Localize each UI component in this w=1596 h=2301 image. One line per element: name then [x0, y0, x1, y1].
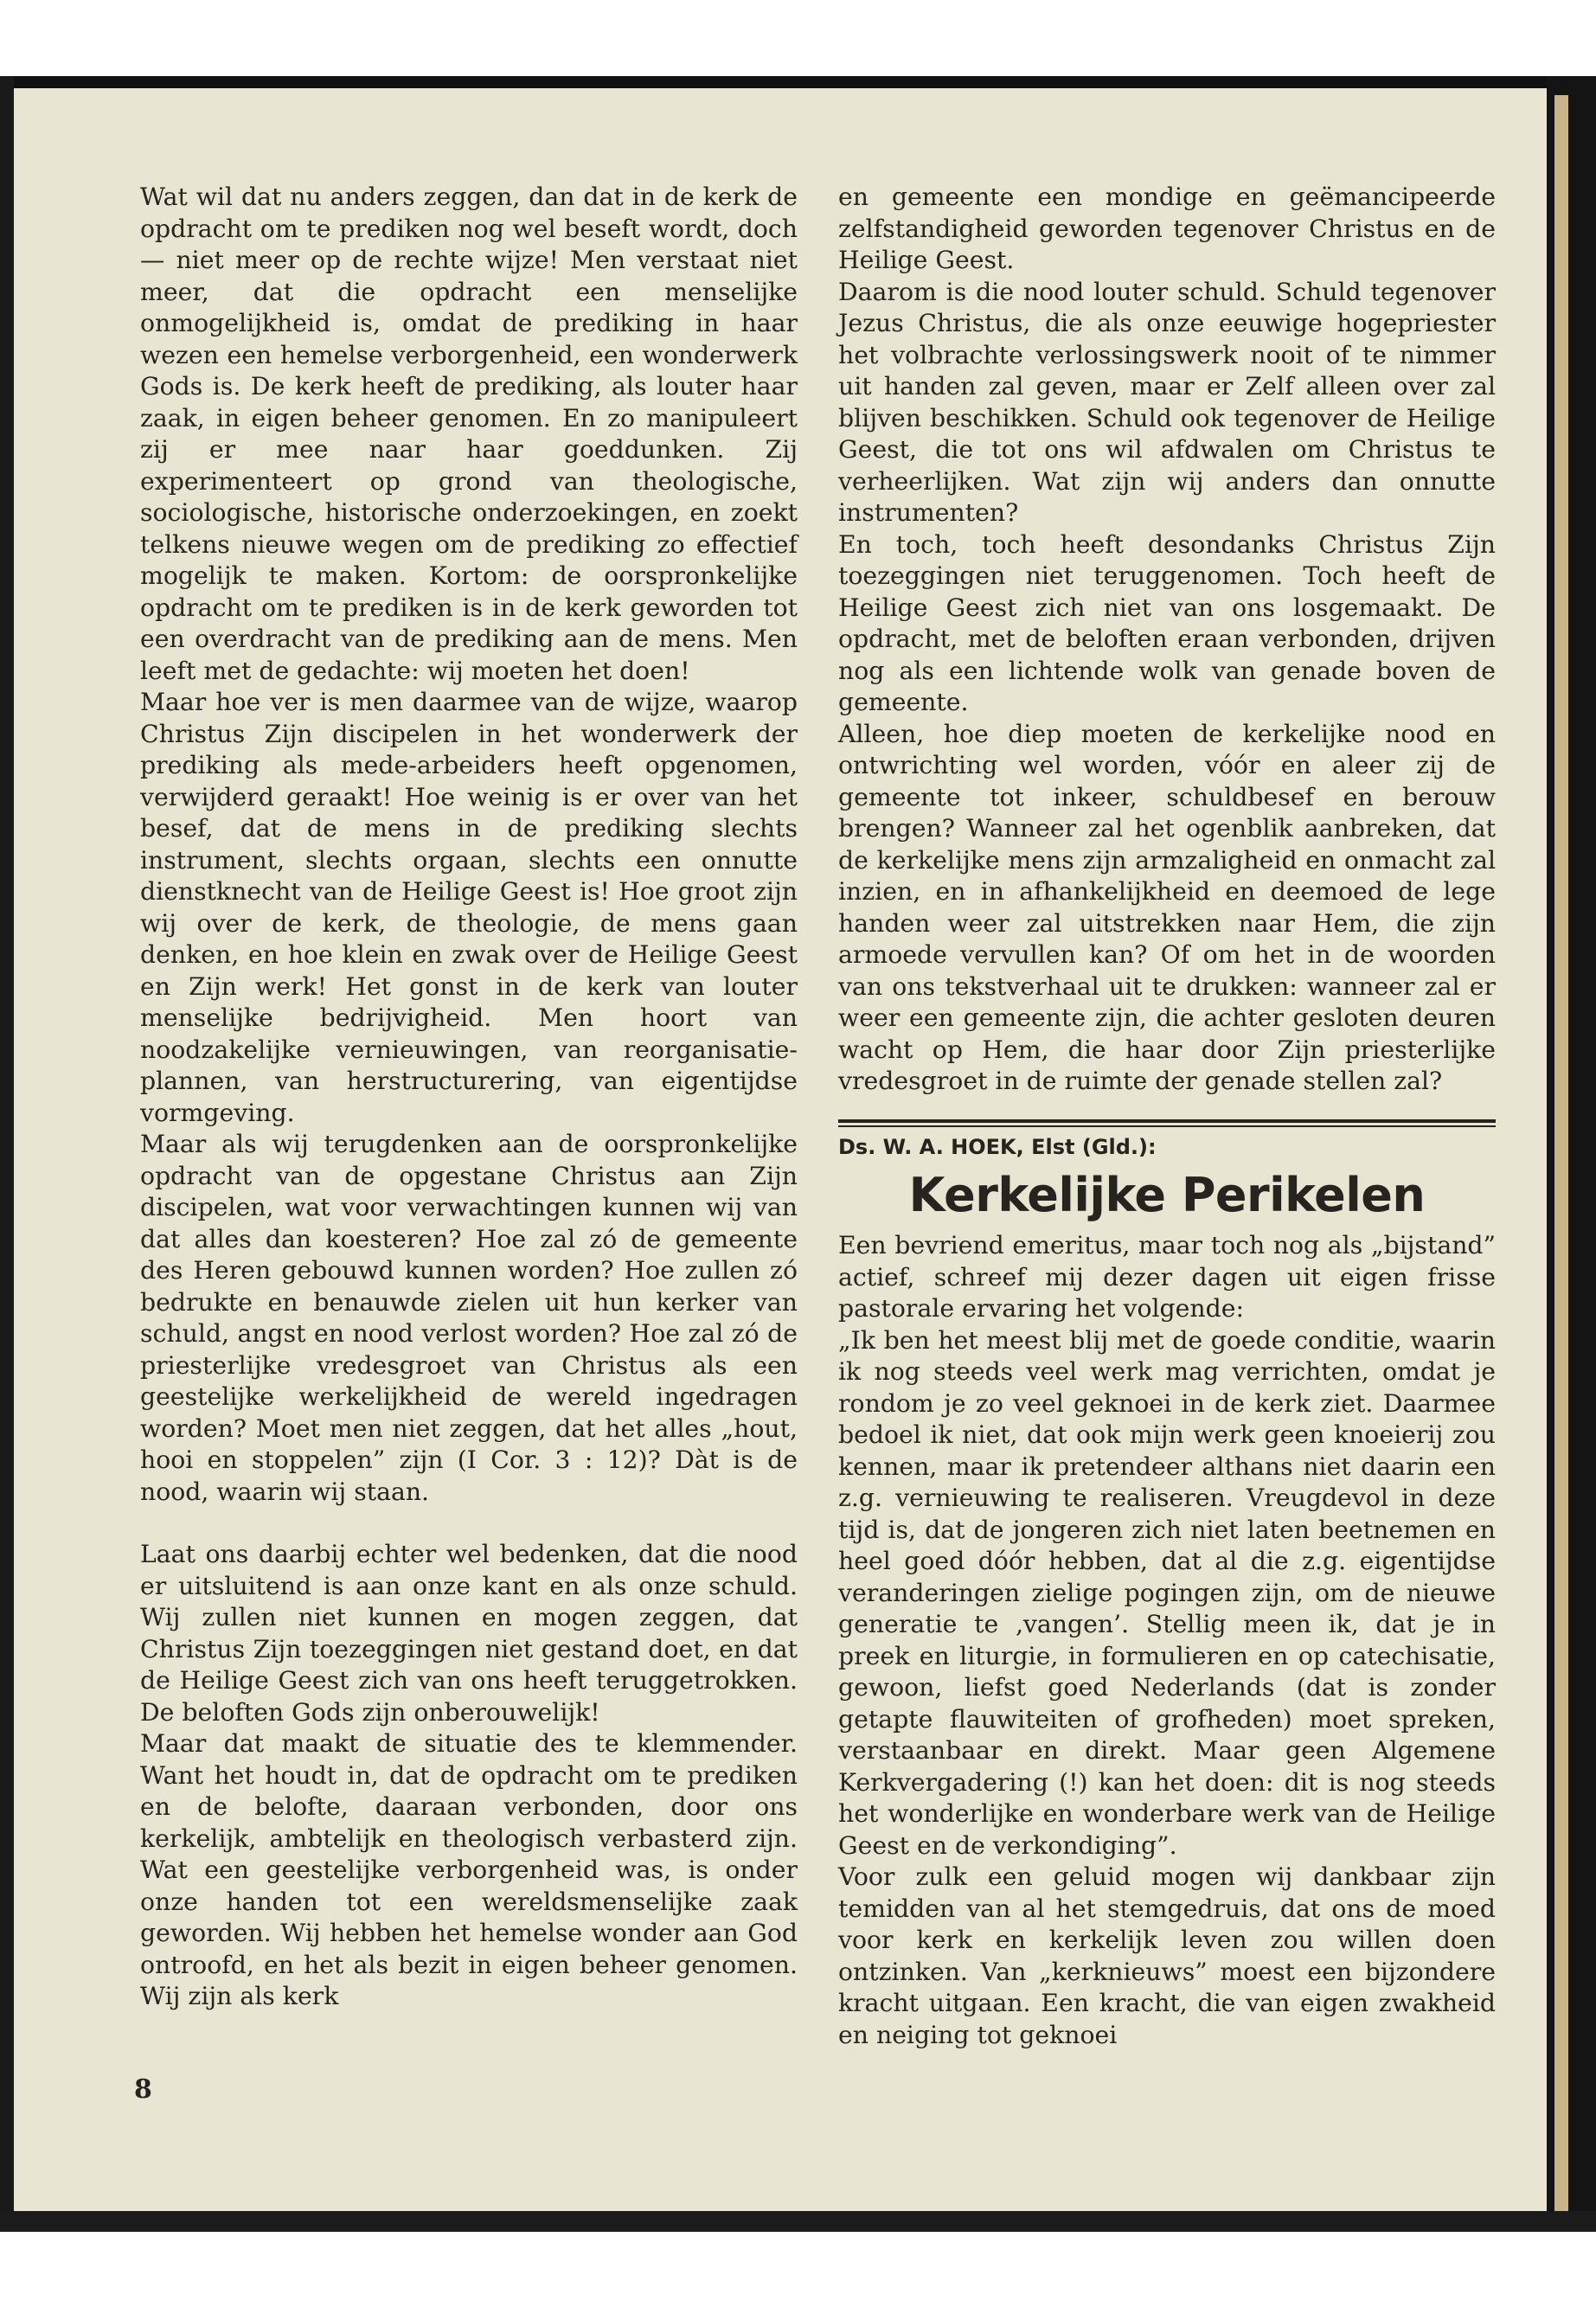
scan-border-bottom: [0, 2211, 1596, 2232]
article-byline: Ds. W. A. HOEK, Elst (Gld.):: [838, 1135, 1157, 1159]
left-paragraph-5: Maar dat maakt de situatie des te klemmender. Want het houdt in, dat de opdracht om te prediken en de belofte, daaraan verbonden, door ons kerkelijk, ambtelijk en theologisch verbasterd zijn. Wat een geestelijke verborgenheid was, is onder onze handen tot een wereldsmenselijke zaak geworden. Wij hebben het hemelse wonder aan God ontroofd, en het als bezit in eigen beheer genomen. Wij zijn als kerk: [140, 1729, 798, 2010]
section-divider-thin: [838, 1125, 1496, 1127]
right-column: [838, 182, 1496, 1098]
page-edge-strip: [1554, 95, 1568, 2214]
left-column: [140, 182, 798, 2013]
right-paragraph-1: en gemeente een mondige en geëmancipeerde zelfstandigheid geworden tegenover Christus en de Heilige Geest.: [838, 183, 1496, 274]
article-paragraph-1: Een bevriend emeritus, maar toch nog als „bijstand” actief, schreef mij dezer dagen uit eigen frisse pastorale ervaring het volgende:: [838, 1231, 1496, 1323]
left-paragraph-1: Wat wil dat nu anders zeggen, dan dat in de kerk de opdracht om te prediken nog wel beseft wordt, doch — niet meer op de rechte wijze! Men verstaat niet meer, dat die opdracht een menselijke onmogelijkheid is, omdat de prediking in haar wezen een hemelse verborgenheid, een wonderwerk Gods is. De kerk heeft de prediking, als louter haar zaak, in eigen beheer genomen. En zo manipuleert zij er mee naar haar goeddunken. Zij experimenteert op grond van theologische, sociologische, historische onderzoekingen, en zoekt telkens nieuwe wegen om de prediking zo effectief mogelijk te maken. Kortom: de oorspronkelijke opdracht om te prediken is in de kerk geworden tot een overdracht van de prediking aan de mens. Men leeft met de gedachte: wij moeten het doen!: [140, 183, 798, 685]
article-paragraph-3: Voor zulk een geluid mogen wij dankbaar zijn temidden van al het stemgedruis, dat ons de moed voor kerk en kerkelijk leven zou willen doen ontzinken. Van „kerknieuws” moest een bijzondere kracht uitgaan. Een kracht, die van eigen zwakheid en neiging tot geknoei: [838, 1862, 1496, 2049]
scan-border-top: [0, 76, 1596, 88]
article-body: [838, 1230, 1496, 2051]
right-paragraph-3: En toch, toch heeft desondanks Christus Zijn toezeggingen niet teruggenomen. Toch heeft de Heilige Geest zich niet van ons losgemaakt. De opdracht, met de beloften eraan verbonden, drijven nog als een lichtende wolk van genade boven de gemeente.: [838, 529, 1496, 716]
right-paragraph-2: Daarom is die nood louter schuld. Schuld tegenover Jezus Christus, die als onze eeuwige hogepriester het volbrachte verlossingswerk nooit of te nimmer uit handen zal geven, maar er Zelf alleen over zal blijven beschikken. Schuld ook tegenover de Heilige Geest, die tot ons wil afdwalen om Christus te verheerlijken. Wat zijn wij anders dan onnutte instrumenten?: [838, 277, 1496, 527]
left-paragraph-4: Laat ons daarbij echter wel bedenken, dat die nood er uitsluitend is aan onze kant en als onze schuld. Wij zullen niet kunnen en mogen zeggen, dat Christus Zijn toezeggingen niet gestand doet, en dat de Heilige Geest zich van ons heeft teruggetrokken. De beloften Gods zijn onberouwelijk!: [140, 1540, 798, 1727]
scan-border-left: [0, 76, 14, 2230]
right-paragraph-4: Alleen, hoe diep moeten de kerkelijke nood en ontwrichting wel worden, vóór en aleer zij de gemeente tot inkeer, schuldbesef en berouw brengen? Wanneer zal het ogenblik aanbreken, dat de kerkelijke mens zijn armzaligheid en onmacht zal inzien, en in afhankelijkheid en deemoed de lege handen weer zal uitstrekken naar Hem, die zijn armoede vervullen kan? Of om het in de woorden van ons tekstverhaal uit te drukken: wanneer zal er weer een gemeente zijn, die achter gesloten deuren wacht op Hem, die haar door Zijn priesterlijke vredesgroet in de ruimte der genade stellen zal?: [838, 719, 1496, 1095]
section-divider-thick: [838, 1119, 1496, 1123]
page-number: 8: [134, 2074, 152, 2105]
article-headline: Kerkelijke Perikelen: [908, 1168, 1426, 1222]
article-paragraph-2: „Ik ben het meest blij met de goede conditie, waarin ik nog steeds veel werk mag verrichten, omdat je rondom je zo veel geknoei in de kerk ziet. Daarmee bedoel ik niet, dat ook mijn werk geen knoeierij zou kennen, maar ik pretendeer althans niet daarin een z.g. vernieuwing te realiseren. Vreugdevol in deze tijd is, dat de jongeren zich niet laten beetnemen en heel goed dóór hebben, dat al die z.g. eigentijdse veranderingen zielige pogingen zijn, om de nieuwe generatie te ‚vangen’. Stellig meen ik, dat je in preek en liturgie, in formulieren en op catechisatie, gewoon, liefst goed Nederlands (dat is zonder getapte flauwiteiten of grofheden) moet spreken, verstaanbaar en direkt. Maar geen Algemene Kerkvergadering (!) kan het doen: dit is nog steeds het wonderlijke en wonderbare werk van de Heilige Geest en de verkondiging”.: [838, 1325, 1496, 1860]
left-paragraph-3: Maar als wij terugdenken aan de oorspronkelijke opdracht van de opgestane Christus aan Zijn discipelen, wat voor verwachtingen kunnen wij van dat alles dan koesteren? Hoe zal zó de gemeente des Heren gebouwd kunnen worden? Hoe zullen zó bedrukte en benauwde zielen uit hun kerker van schuld, angst en nood verlost worden? Hoe zal zó de priesterlijke vredesgroet van Christus als een geestelijke werkelijkheid de wereld ingedragen worden? Moet men niet zeggen, dat het alles „hout, hooi en stoppelen” zijn (I Cor. 3 : 12)? Dàt is de nood, waarin wij staan.: [140, 1130, 798, 1506]
left-paragraph-2: Maar hoe ver is men daarmee van de wijze, waarop Christus Zijn discipelen in het wonderwerk der prediking als mede-arbeiders heeft opgenomen, verwijderd geraakt! Hoe weinig is er over van het besef, dat de mens in de prediking slechts instrument, slechts orgaan, slechts een onnutte dienstknecht van de Heilige Geest is! Hoe groot zijn wij over de kerk, de theologie, de mens gaan denken, en hoe klein en zwak over de Heilige Geest en Zijn werk! Het gonst in de kerk van louter menselijke bedrijvigheid. Men hoort van noodzakelijke vernieuwingen, van reorganisatie-plannen, van herstructurering, van eigentijdse vormgeving.: [140, 688, 798, 1127]
